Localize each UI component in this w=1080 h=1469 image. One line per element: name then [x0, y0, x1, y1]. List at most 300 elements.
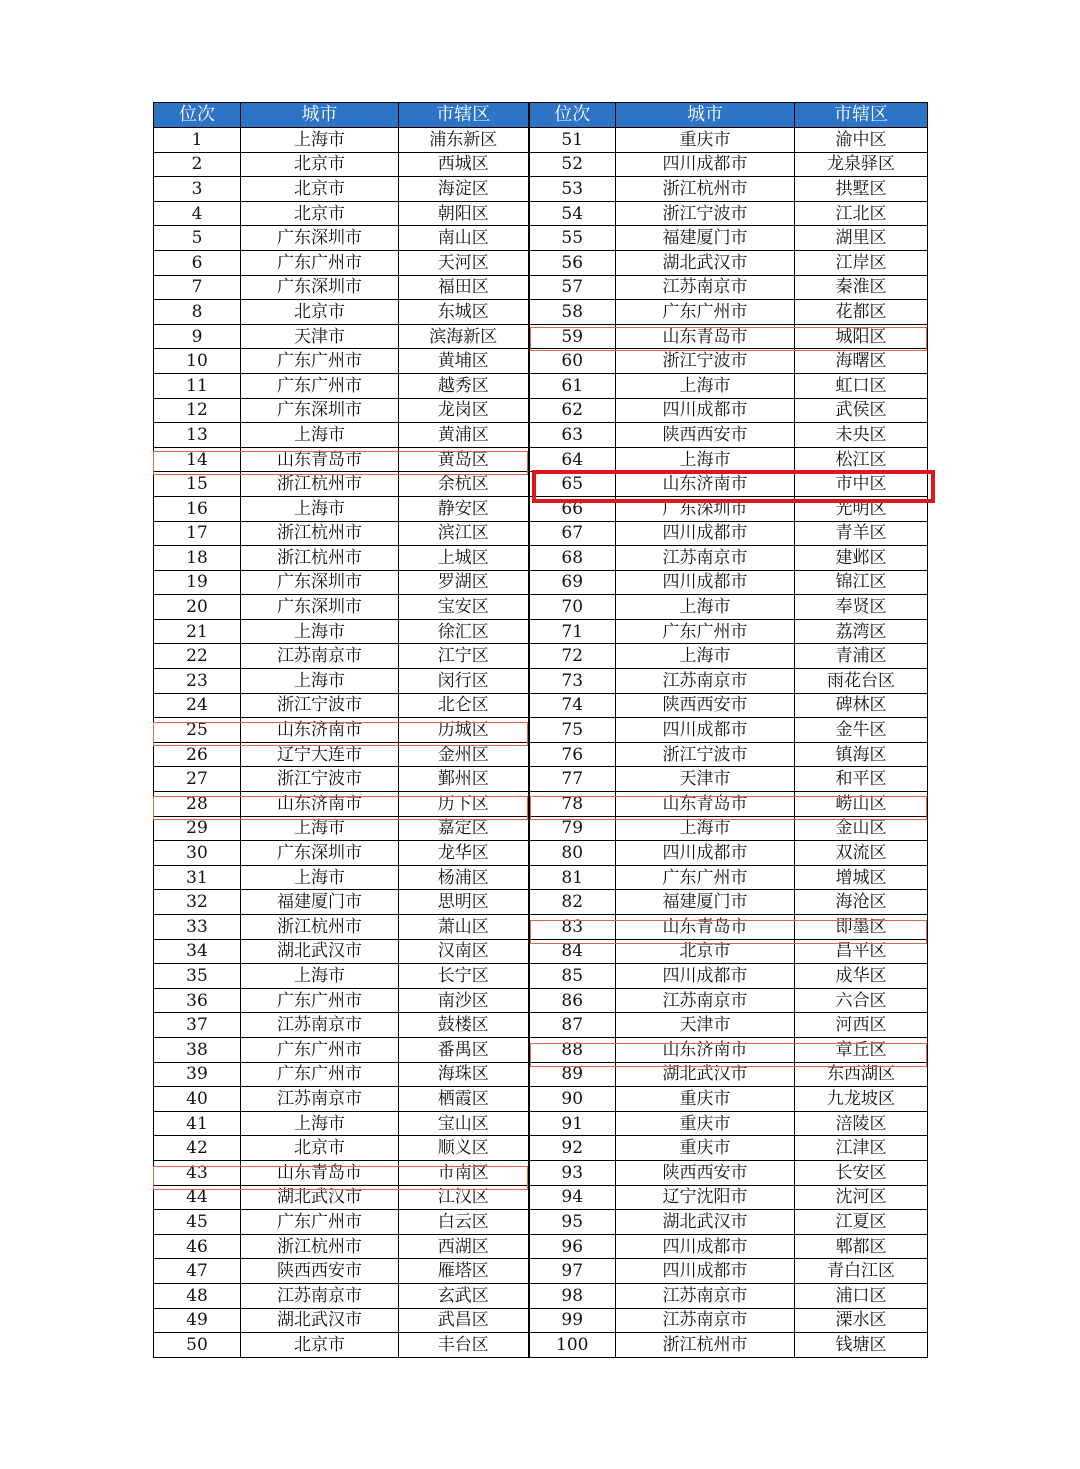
table-row — [154, 816, 928, 841]
cell-district: 海曙区 — [795, 349, 928, 374]
cell-district: 河西区 — [795, 1013, 928, 1038]
cell-district: 即墨区 — [795, 915, 928, 940]
cell-district: 顺义区 — [399, 1136, 529, 1161]
cell-rank: 14 — [154, 447, 241, 472]
cell-rank: 72 — [529, 644, 616, 669]
header-city: 城市 — [241, 103, 399, 128]
cell-rank: 68 — [529, 546, 616, 571]
cell-district: 锦江区 — [795, 570, 928, 595]
cell-district: 城阳区 — [795, 324, 928, 349]
cell-district: 钱塘区 — [795, 1333, 928, 1358]
cell-rank: 90 — [529, 1087, 616, 1112]
cell-rank: 54 — [529, 201, 616, 226]
cell-district: 秦淮区 — [795, 275, 928, 300]
cell-city: 山东青岛市 — [241, 1160, 399, 1185]
cell-city: 浙江宁波市 — [616, 201, 795, 226]
cell-district: 长安区 — [795, 1160, 928, 1185]
cell-rank: 85 — [529, 964, 616, 989]
cell-district: 碑林区 — [795, 693, 928, 718]
cell-district: 西城区 — [399, 152, 529, 177]
cell-rank: 51 — [529, 128, 616, 153]
cell-city: 浙江杭州市 — [241, 915, 399, 940]
table-row — [154, 964, 928, 989]
cell-rank: 29 — [154, 816, 241, 841]
table-row — [154, 595, 928, 620]
table-row — [154, 1185, 928, 1210]
cell-rank: 23 — [154, 669, 241, 694]
cell-district: 湖里区 — [795, 226, 928, 251]
cell-city: 天津市 — [616, 767, 795, 792]
cell-district: 江津区 — [795, 1136, 928, 1161]
cell-rank: 81 — [529, 865, 616, 890]
ranking-table-container — [153, 102, 927, 1358]
table-row — [154, 300, 928, 325]
cell-district: 历城区 — [399, 718, 529, 743]
cell-city: 江苏南京市 — [616, 988, 795, 1013]
cell-district: 黄浦区 — [399, 423, 529, 448]
header-district: 市辖区 — [399, 103, 529, 128]
cell-city: 四川成都市 — [616, 1259, 795, 1284]
cell-rank: 41 — [154, 1111, 241, 1136]
cell-city: 辽宁大连市 — [241, 742, 399, 767]
cell-rank: 44 — [154, 1185, 241, 1210]
cell-district: 上城区 — [399, 546, 529, 571]
cell-city: 浙江宁波市 — [616, 349, 795, 374]
cell-rank: 46 — [154, 1234, 241, 1259]
cell-rank: 63 — [529, 423, 616, 448]
cell-rank: 92 — [529, 1136, 616, 1161]
cell-district: 汉南区 — [399, 939, 529, 964]
cell-rank: 20 — [154, 595, 241, 620]
cell-city: 上海市 — [241, 865, 399, 890]
cell-rank: 67 — [529, 521, 616, 546]
cell-district: 北仑区 — [399, 693, 529, 718]
cell-district: 江北区 — [795, 201, 928, 226]
cell-rank: 31 — [154, 865, 241, 890]
cell-district: 天河区 — [399, 250, 529, 275]
cell-city: 广东深圳市 — [241, 570, 399, 595]
cell-rank: 19 — [154, 570, 241, 595]
cell-city: 四川成都市 — [616, 521, 795, 546]
cell-district: 白云区 — [399, 1210, 529, 1235]
cell-city: 天津市 — [241, 324, 399, 349]
cell-city: 浙江杭州市 — [616, 1333, 795, 1358]
cell-rank: 3 — [154, 177, 241, 202]
cell-district: 市中区 — [795, 472, 928, 497]
cell-city: 浙江杭州市 — [241, 472, 399, 497]
table-row — [154, 619, 928, 644]
cell-rank: 97 — [529, 1259, 616, 1284]
table-row — [154, 250, 928, 275]
cell-city: 江苏南京市 — [241, 644, 399, 669]
cell-rank: 96 — [529, 1234, 616, 1259]
header-city: 城市 — [616, 103, 795, 128]
cell-district: 闵行区 — [399, 669, 529, 694]
cell-city: 陕西西安市 — [241, 1259, 399, 1284]
cell-rank: 49 — [154, 1308, 241, 1333]
cell-district: 嘉定区 — [399, 816, 529, 841]
cell-district: 滨海新区 — [399, 324, 529, 349]
table-row — [154, 792, 928, 817]
cell-district: 奉贤区 — [795, 595, 928, 620]
cell-rank: 40 — [154, 1087, 241, 1112]
cell-rank: 80 — [529, 841, 616, 866]
cell-city: 山东青岛市 — [616, 792, 795, 817]
cell-district: 荔湾区 — [795, 619, 928, 644]
table-row — [154, 398, 928, 423]
cell-city: 北京市 — [241, 177, 399, 202]
table-row — [154, 1333, 928, 1358]
table-row — [154, 1234, 928, 1259]
cell-city: 湖北武汉市 — [616, 1210, 795, 1235]
table-row — [154, 177, 928, 202]
cell-city: 上海市 — [616, 644, 795, 669]
cell-district: 青羊区 — [795, 521, 928, 546]
cell-rank: 47 — [154, 1259, 241, 1284]
cell-city: 广东广州市 — [616, 619, 795, 644]
table-row — [154, 644, 928, 669]
cell-city: 湖北武汉市 — [241, 1185, 399, 1210]
cell-city: 山东济南市 — [616, 472, 795, 497]
cell-district: 金牛区 — [795, 718, 928, 743]
cell-rank: 100 — [529, 1333, 616, 1358]
cell-district: 余杭区 — [399, 472, 529, 497]
table-row — [154, 1136, 928, 1161]
cell-rank: 8 — [154, 300, 241, 325]
cell-district: 龙岗区 — [399, 398, 529, 423]
table-row — [154, 865, 928, 890]
table-row — [154, 152, 928, 177]
table-body — [154, 128, 928, 1358]
cell-rank: 11 — [154, 373, 241, 398]
cell-city: 山东济南市 — [241, 792, 399, 817]
cell-city: 山东济南市 — [616, 1037, 795, 1062]
cell-city: 四川成都市 — [616, 152, 795, 177]
cell-city: 上海市 — [241, 1111, 399, 1136]
table-row — [154, 472, 928, 497]
cell-district: 滨江区 — [399, 521, 529, 546]
table-row — [154, 767, 928, 792]
cell-rank: 39 — [154, 1062, 241, 1087]
table-row — [154, 988, 928, 1013]
cell-rank: 6 — [154, 250, 241, 275]
table-row — [154, 546, 928, 571]
cell-rank: 2 — [154, 152, 241, 177]
cell-city: 江苏南京市 — [616, 1308, 795, 1333]
cell-city: 上海市 — [241, 816, 399, 841]
cell-city: 天津市 — [616, 1013, 795, 1038]
cell-district: 双流区 — [795, 841, 928, 866]
cell-city: 四川成都市 — [616, 398, 795, 423]
cell-city: 山东济南市 — [241, 718, 399, 743]
table-row — [154, 1111, 928, 1136]
cell-district: 市南区 — [399, 1160, 529, 1185]
cell-district: 宝山区 — [399, 1111, 529, 1136]
table-row — [154, 349, 928, 374]
cell-city: 湖北武汉市 — [616, 250, 795, 275]
cell-district: 青白江区 — [795, 1259, 928, 1284]
cell-rank: 43 — [154, 1160, 241, 1185]
table-row — [154, 324, 928, 349]
cell-district: 黄岛区 — [399, 447, 529, 472]
cell-district: 涪陵区 — [795, 1111, 928, 1136]
cell-city: 江苏南京市 — [241, 1087, 399, 1112]
table-row — [154, 423, 928, 448]
cell-district: 金山区 — [795, 816, 928, 841]
cell-rank: 13 — [154, 423, 241, 448]
cell-rank: 94 — [529, 1185, 616, 1210]
cell-district: 南沙区 — [399, 988, 529, 1013]
cell-city: 北京市 — [241, 201, 399, 226]
cell-rank: 87 — [529, 1013, 616, 1038]
cell-rank: 15 — [154, 472, 241, 497]
cell-city: 山东青岛市 — [241, 447, 399, 472]
cell-rank: 9 — [154, 324, 241, 349]
cell-rank: 37 — [154, 1013, 241, 1038]
cell-district: 章丘区 — [795, 1037, 928, 1062]
cell-rank: 28 — [154, 792, 241, 817]
header-row — [154, 103, 928, 128]
cell-rank: 26 — [154, 742, 241, 767]
cell-rank: 93 — [529, 1160, 616, 1185]
cell-city: 重庆市 — [616, 128, 795, 153]
cell-city: 四川成都市 — [616, 841, 795, 866]
cell-city: 北京市 — [241, 152, 399, 177]
cell-city: 北京市 — [241, 1136, 399, 1161]
cell-city: 上海市 — [616, 816, 795, 841]
cell-rank: 83 — [529, 915, 616, 940]
cell-city: 四川成都市 — [616, 718, 795, 743]
table-row — [154, 669, 928, 694]
cell-district: 静安区 — [399, 496, 529, 521]
cell-district: 徐汇区 — [399, 619, 529, 644]
cell-city: 福建厦门市 — [616, 890, 795, 915]
table-row — [154, 521, 928, 546]
cell-city: 江苏南京市 — [616, 275, 795, 300]
cell-district: 武昌区 — [399, 1308, 529, 1333]
cell-district: 拱墅区 — [795, 177, 928, 202]
cell-rank: 89 — [529, 1062, 616, 1087]
cell-rank: 27 — [154, 767, 241, 792]
ranking-table — [153, 102, 928, 1358]
cell-district: 思明区 — [399, 890, 529, 915]
cell-district: 龙泉驿区 — [795, 152, 928, 177]
cell-district: 增城区 — [795, 865, 928, 890]
cell-rank: 84 — [529, 939, 616, 964]
table-row — [154, 890, 928, 915]
cell-city: 广东广州市 — [241, 1062, 399, 1087]
cell-district: 建邺区 — [795, 546, 928, 571]
cell-district: 海沧区 — [795, 890, 928, 915]
cell-rank: 60 — [529, 349, 616, 374]
cell-district: 光明区 — [795, 496, 928, 521]
cell-district: 虹口区 — [795, 373, 928, 398]
table-row — [154, 939, 928, 964]
cell-city: 陕西西安市 — [616, 1160, 795, 1185]
table-row — [154, 1210, 928, 1235]
cell-district: 松江区 — [795, 447, 928, 472]
cell-district: 西湖区 — [399, 1234, 529, 1259]
cell-city: 上海市 — [616, 373, 795, 398]
cell-city: 山东青岛市 — [616, 915, 795, 940]
cell-district: 龙华区 — [399, 841, 529, 866]
cell-city: 湖北武汉市 — [241, 1308, 399, 1333]
cell-district: 海珠区 — [399, 1062, 529, 1087]
cell-city: 广东广州市 — [241, 250, 399, 275]
cell-rank: 99 — [529, 1308, 616, 1333]
cell-city: 广东广州市 — [241, 1037, 399, 1062]
cell-rank: 25 — [154, 718, 241, 743]
cell-rank: 10 — [154, 349, 241, 374]
cell-rank: 45 — [154, 1210, 241, 1235]
cell-rank: 36 — [154, 988, 241, 1013]
cell-rank: 59 — [529, 324, 616, 349]
table-row — [154, 201, 928, 226]
cell-rank: 86 — [529, 988, 616, 1013]
cell-city: 重庆市 — [616, 1136, 795, 1161]
cell-city: 广东广州市 — [241, 349, 399, 374]
table-row — [154, 570, 928, 595]
cell-rank: 95 — [529, 1210, 616, 1235]
cell-district: 番禺区 — [399, 1037, 529, 1062]
table-row — [154, 447, 928, 472]
cell-city: 广东广州市 — [616, 300, 795, 325]
cell-rank: 58 — [529, 300, 616, 325]
cell-district: 江汉区 — [399, 1185, 529, 1210]
cell-rank: 50 — [154, 1333, 241, 1358]
cell-city: 福建厦门市 — [616, 226, 795, 251]
cell-city: 四川成都市 — [616, 964, 795, 989]
cell-district: 江夏区 — [795, 1210, 928, 1235]
cell-city: 上海市 — [616, 447, 795, 472]
cell-rank: 7 — [154, 275, 241, 300]
cell-city: 广东深圳市 — [241, 226, 399, 251]
cell-rank: 69 — [529, 570, 616, 595]
cell-city: 浙江杭州市 — [241, 546, 399, 571]
cell-district: 六合区 — [795, 988, 928, 1013]
cell-district: 青浦区 — [795, 644, 928, 669]
cell-city: 广东广州市 — [241, 373, 399, 398]
cell-city: 浙江宁波市 — [241, 693, 399, 718]
cell-city: 辽宁沈阳市 — [616, 1185, 795, 1210]
cell-district: 雁塔区 — [399, 1259, 529, 1284]
cell-rank: 30 — [154, 841, 241, 866]
cell-rank: 16 — [154, 496, 241, 521]
cell-district: 福田区 — [399, 275, 529, 300]
cell-rank: 48 — [154, 1283, 241, 1308]
cell-rank: 4 — [154, 201, 241, 226]
cell-city: 重庆市 — [616, 1111, 795, 1136]
cell-rank: 91 — [529, 1111, 616, 1136]
cell-city: 江苏南京市 — [241, 1013, 399, 1038]
cell-district: 浦口区 — [795, 1283, 928, 1308]
cell-city: 四川成都市 — [616, 570, 795, 595]
cell-rank: 76 — [529, 742, 616, 767]
table-row — [154, 742, 928, 767]
cell-city: 上海市 — [241, 669, 399, 694]
cell-district: 越秀区 — [399, 373, 529, 398]
cell-city: 北京市 — [241, 300, 399, 325]
cell-rank: 73 — [529, 669, 616, 694]
cell-district: 武侯区 — [795, 398, 928, 423]
cell-city: 上海市 — [241, 619, 399, 644]
table-row — [154, 915, 928, 940]
cell-city: 广东深圳市 — [241, 275, 399, 300]
cell-district: 鼓楼区 — [399, 1013, 529, 1038]
cell-rank: 32 — [154, 890, 241, 915]
cell-rank: 65 — [529, 472, 616, 497]
cell-district: 溧水区 — [795, 1308, 928, 1333]
cell-rank: 79 — [529, 816, 616, 841]
table-row — [154, 1160, 928, 1185]
cell-district: 鄞州区 — [399, 767, 529, 792]
table-row — [154, 693, 928, 718]
cell-rank: 70 — [529, 595, 616, 620]
cell-city: 浙江杭州市 — [616, 177, 795, 202]
cell-district: 宝安区 — [399, 595, 529, 620]
cell-rank: 71 — [529, 619, 616, 644]
cell-rank: 88 — [529, 1037, 616, 1062]
cell-city: 北京市 — [616, 939, 795, 964]
cell-city: 广东深圳市 — [241, 841, 399, 866]
table-row — [154, 1062, 928, 1087]
table-row — [154, 496, 928, 521]
cell-district: 长宁区 — [399, 964, 529, 989]
cell-rank: 56 — [529, 250, 616, 275]
cell-city: 陕西西安市 — [616, 693, 795, 718]
table-row — [154, 1087, 928, 1112]
table-row — [154, 226, 928, 251]
cell-rank: 61 — [529, 373, 616, 398]
cell-city: 上海市 — [241, 496, 399, 521]
cell-city: 湖北武汉市 — [241, 939, 399, 964]
cell-rank: 42 — [154, 1136, 241, 1161]
table-row — [154, 841, 928, 866]
cell-city: 广东深圳市 — [616, 496, 795, 521]
cell-city: 北京市 — [241, 1333, 399, 1358]
cell-district: 南山区 — [399, 226, 529, 251]
cell-city: 浙江杭州市 — [241, 1234, 399, 1259]
cell-city: 江苏南京市 — [241, 1283, 399, 1308]
cell-district: 金州区 — [399, 742, 529, 767]
cell-district: 丰台区 — [399, 1333, 529, 1358]
cell-rank: 5 — [154, 226, 241, 251]
cell-city: 江苏南京市 — [616, 669, 795, 694]
cell-city: 上海市 — [616, 595, 795, 620]
cell-rank: 17 — [154, 521, 241, 546]
cell-rank: 98 — [529, 1283, 616, 1308]
header-rank: 位次 — [154, 103, 241, 128]
cell-rank: 66 — [529, 496, 616, 521]
cell-district: 和平区 — [795, 767, 928, 792]
cell-district: 成华区 — [795, 964, 928, 989]
cell-district: 郫都区 — [795, 1234, 928, 1259]
cell-rank: 75 — [529, 718, 616, 743]
cell-district: 江宁区 — [399, 644, 529, 669]
cell-district: 朝阳区 — [399, 201, 529, 226]
cell-district: 栖霞区 — [399, 1087, 529, 1112]
cell-district: 镇海区 — [795, 742, 928, 767]
cell-city: 浙江宁波市 — [241, 767, 399, 792]
cell-city: 山东青岛市 — [616, 324, 795, 349]
cell-rank: 74 — [529, 693, 616, 718]
cell-city: 福建厦门市 — [241, 890, 399, 915]
cell-rank: 64 — [529, 447, 616, 472]
cell-rank: 1 — [154, 128, 241, 153]
table-row — [154, 718, 928, 743]
cell-rank: 52 — [529, 152, 616, 177]
cell-city: 浙江宁波市 — [616, 742, 795, 767]
